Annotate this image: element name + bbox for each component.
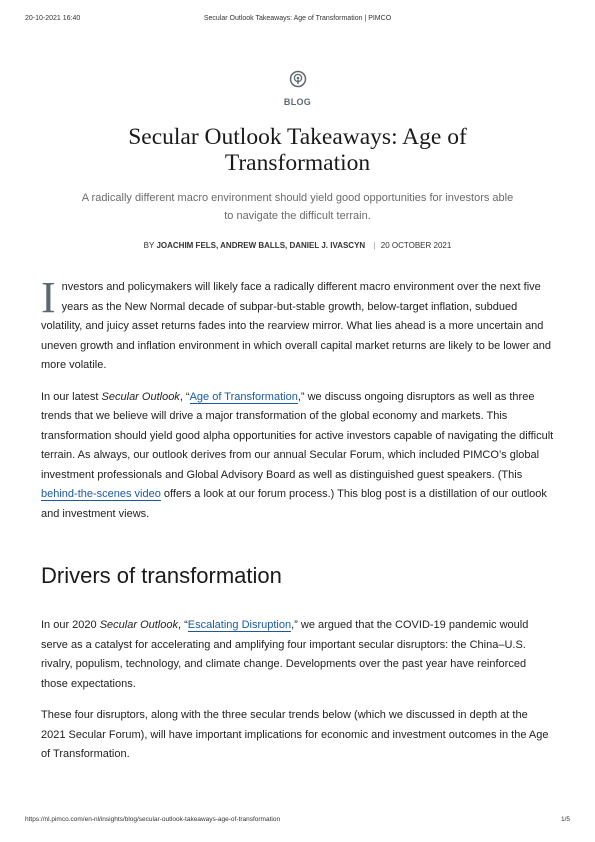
publish-date: 20 OCTOBER 2021 (380, 241, 452, 250)
article-body-continued (41, 616, 555, 777)
print-page-title: Secular Outlook Takeaways: Age of Transformation | PIMCO (203, 15, 392, 22)
article-body (41, 273, 555, 536)
print-footer (25, 816, 570, 826)
disruption-paragraph: In our 2020 Secular Outlook, “Escalating Disruption,” we argued that the COVID-19 pandemic would serve as a catalyst for accelerating and amplifying four important secular disruptors: the China–U.S. rivalry, populism, technology, and climate change. Developments over the past year have reinforced those expectations. (41, 619, 529, 690)
page-number: 1/5 (560, 816, 570, 823)
byline-authors[interactable]: JOACHIM FELS, ANDREW BALLS, DANIEL J. IVASCYN (156, 241, 366, 250)
behind-the-scenes-video-link[interactable]: behind-the-scenes video (41, 488, 161, 500)
section-heading: Drivers of transformation (41, 563, 282, 588)
disruptors-paragraph: These four disruptors, along with the three secular trends below (which we discussed in depth at the 2021 Secular Forum), will have important implications for economic and investment outcomes in the Age of Transformation. (41, 709, 549, 760)
byline-prefix: BY (143, 241, 155, 250)
drop-cap: I (41, 273, 56, 322)
print-timestamp: 20-10-2021 16:40 (25, 15, 81, 22)
byline-separator: | (373, 241, 376, 250)
outlook-paragraph: In our latest Secular Outlook, “Age of Transformation,” we discuss ongoing disruptors as well as three trends that we believe will drive a major transformation of the global economy and markets. This transformation should yield good alpha opportunities for active investors capable of navigating the difficult terrain. As always, our outlook derives from our annual Secular Forum, which included PIMCO’s global investment professionals and Global Advisory Board as well as distinguished guest speakers. (This behind-the-scenes video offers a look at our forum process.) This blog post is a distillation of our outlook and investment views. (41, 390, 554, 520)
age-of-transformation-link[interactable]: Age of Transformation (189, 390, 298, 403)
byline (0, 241, 595, 250)
escalating-disruption-link[interactable]: Escalating Disruption (187, 619, 292, 631)
article-title: Secular Outlook Takeaways: Age of Transformation (128, 124, 467, 176)
intro-paragraph: Investors and policymakers will likely face a radically different macro environment over the next five years as the New Normal decade of subpar-but-stable growth, below-target inflation, subdued volatility, and juicy asset returns fades into the rearview mirror. What lies ahead is a more uncertain and uneven growth and inflation environment in which overall capital market returns are likely to be lower and more volatile. (41, 273, 551, 371)
print-url: https://nl.pimco.com/en-nl/insights/blog/secular-outlook-takeaways-age-of-transformation (25, 816, 281, 823)
article-subtitle: A radically different macro environment should yield good opportunities for investors able to navigate the difficult terrain. (81, 192, 514, 222)
blog-category-label[interactable]: BLOG (283, 97, 312, 107)
print-header (25, 15, 570, 27)
podcast-icon (289, 70, 307, 88)
